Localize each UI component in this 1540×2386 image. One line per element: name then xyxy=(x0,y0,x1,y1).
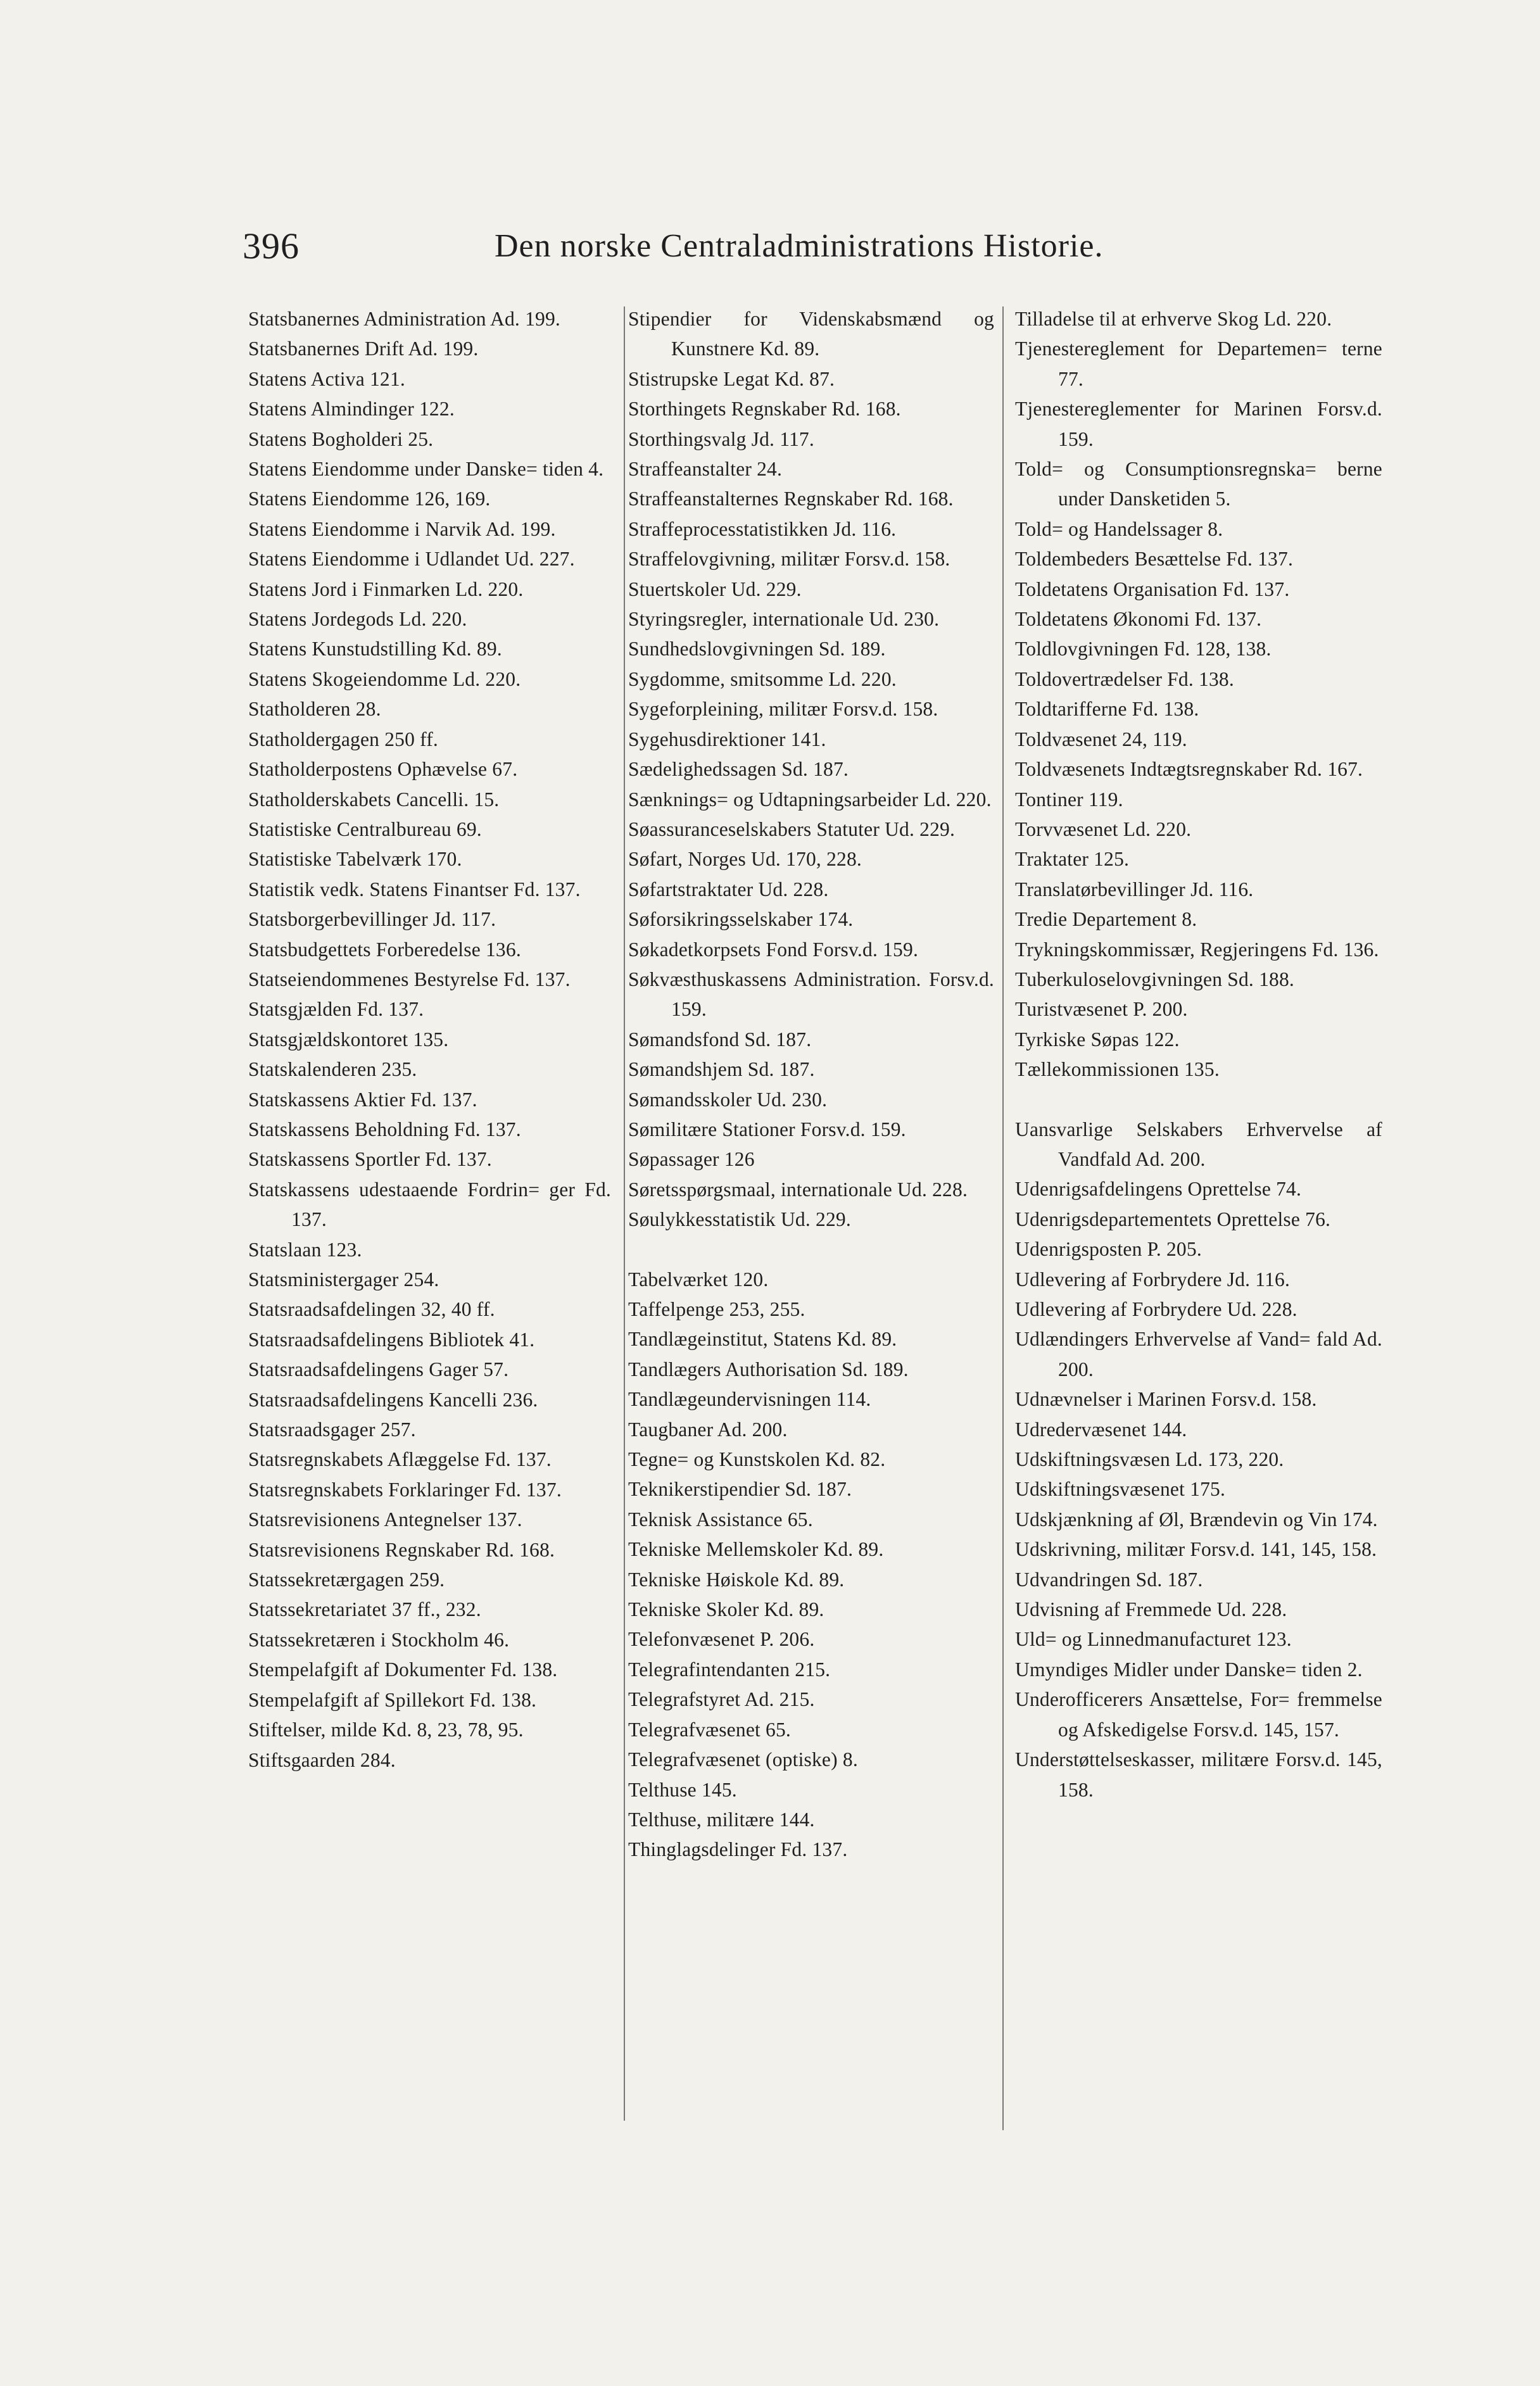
index-entry: Søretsspørgsmaal, internationale Ud. 228. xyxy=(628,1178,968,1201)
index-entry: Statens Eiendomme 126, 169. xyxy=(248,488,491,510)
index-entry: Søpassager 126 xyxy=(628,1148,755,1171)
index-entry: Toldlovgivningen Fd. 128, 138. xyxy=(1015,638,1272,660)
index-entry: Søforsikringsselskaber 174. xyxy=(628,908,854,931)
index-entry: Sygehusdirektioner 141. xyxy=(628,728,826,750)
index-entry: Udredervæsenet 144. xyxy=(1015,1418,1187,1441)
index-entry: Søfartstraktater Ud. 228. xyxy=(628,878,829,900)
index-entry: Statseiendommenes Bestyrelse Fd. 137. xyxy=(248,968,571,990)
index-entry: Statskassens Aktier Fd. 137. xyxy=(248,1088,477,1111)
index-entry: Telthuse, militære 144. xyxy=(628,1808,815,1831)
index-entry: Statens Eiendomme i Udlandet Ud. 227. xyxy=(248,548,575,571)
index-entry: Taffelpenge 253, 255. xyxy=(628,1298,805,1320)
index-entry: Sømilitære Stationer Forsv.d. 159. xyxy=(628,1118,906,1140)
index-entry: Tyrkiske Søpas 122. xyxy=(1015,1028,1180,1051)
index-entry: Understøttelseskasser, militære Forsv.d. 145, 158. xyxy=(1015,1748,1382,1801)
index-entry: Thinglagsdelinger Fd. 137. xyxy=(628,1838,848,1861)
index-entry: Telthuse 145. xyxy=(628,1778,737,1801)
index-entry: Søassuranceselskabers Statuter Ud. 229. xyxy=(628,817,956,840)
index-entry: Statens Almindinger 122. xyxy=(248,398,455,420)
index-column-2 xyxy=(628,304,994,1865)
index-entry: Told= og Consumptionsregnska= berne under Dansketiden 5. xyxy=(1015,458,1382,510)
column-divider xyxy=(624,306,625,2121)
index-entry: Teknisk Assistance 65. xyxy=(628,1508,813,1531)
index-entry: Sygdomme, smitsomme Ld. 220. xyxy=(628,667,897,690)
index-entry: Tjenestereglementer for Marinen Forsv.d. 159. xyxy=(1015,398,1382,450)
index-entry: Stempelafgift af Dokumenter Fd. 138. xyxy=(248,1658,558,1681)
index-entry: Tredie Departement 8. xyxy=(1015,908,1197,931)
index-entry: Udenrigsafdelingens Oprettelse 74. xyxy=(1015,1178,1302,1201)
index-entry: Traktater 125. xyxy=(1015,848,1130,871)
index-entry: Søkvæsthuskassens Administration. Forsv.d. 159. xyxy=(628,968,994,1021)
index-entry: Statsraadsafdelingens Bibliotek 41. xyxy=(248,1328,535,1351)
index-entry: Udskiftningsvæsen Ld. 173, 220. xyxy=(1015,1448,1284,1471)
index-entry: Tandlægeinstitut, Statens Kd. 89. xyxy=(628,1328,897,1351)
index-entry: Taugbaner Ad. 200. xyxy=(628,1418,788,1441)
index-entry: Statsbanernes Drift Ad. 199. xyxy=(248,338,479,360)
index-entry: Udnævnelser i Marinen Forsv.d. 158. xyxy=(1015,1388,1317,1411)
index-entry: Toldvæsenets Indtægtsregnskaber Rd. 167. xyxy=(1015,758,1363,781)
index-entry: Tandlægeundervisningen 114. xyxy=(628,1388,871,1411)
index-entry: Sømandshjem Sd. 187. xyxy=(628,1058,815,1081)
index-entry: Udlændingers Erhvervelse af Vand= fald Ad. 200. xyxy=(1015,1328,1382,1380)
index-entry: Straffelovgivning, militær Forsv.d. 158. xyxy=(628,548,950,571)
index-entry: Statsregnskabets Aflæggelse Fd. 137. xyxy=(248,1448,552,1471)
index-entry: Toldtarifferne Fd. 138. xyxy=(1015,698,1199,721)
index-entry: Statsraadsafdelingens Gager 57. xyxy=(248,1358,509,1381)
index-entry: Statsrevisionens Regnskaber Rd. 168. xyxy=(248,1538,555,1561)
index-entry: Statsraadsgager 257. xyxy=(248,1418,416,1441)
index-entry: Udvandringen Sd. 187. xyxy=(1015,1568,1203,1591)
index-entry: Toldvæsenet 24, 119. xyxy=(1015,728,1187,750)
index-entry: Statholdergagen 250 ff. xyxy=(248,728,439,750)
index-entry: Sømandsskoler Ud. 230. xyxy=(628,1088,828,1111)
index-entry: Udskrivning, militær Forsv.d. 141, 145, 158. xyxy=(1015,1538,1377,1561)
index-entry: Statens Bogholderi 25. xyxy=(248,427,434,450)
index-entry: Statens Eiendomme under Danske= tiden 4. xyxy=(248,458,604,481)
index-entry: Statsborgerbevillinger Jd. 117. xyxy=(248,908,496,931)
index-entry: Statistiske Centralbureau 69. xyxy=(248,817,482,840)
index-entry: Telegrafstyret Ad. 215. xyxy=(628,1688,815,1711)
index-entry: Søkadetkorpsets Fond Forsv.d. 159. xyxy=(628,938,919,961)
page-header xyxy=(243,225,1382,275)
index-entry: Torvvæsenet Ld. 220. xyxy=(1015,817,1192,840)
index-entry: Statistiske Tabelværk 170. xyxy=(248,848,462,871)
index-entry: Statens Jord i Finmarken Ld. 220. xyxy=(248,578,524,600)
index-entry: Storthingsvalg Jd. 117. xyxy=(628,427,814,450)
index-entry: Udskiftningsvæsenet 175. xyxy=(1015,1478,1226,1501)
index-entry: Tjenestereglement for Departemen= terne 77. xyxy=(1015,338,1382,390)
index-entry: Uld= og Linnedmanufacturet 123. xyxy=(1015,1628,1292,1651)
index-entry: Told= og Handelssager 8. xyxy=(1015,517,1223,540)
index-entry: Sygeforpleining, militær Forsv.d. 158. xyxy=(628,698,938,721)
index-entry: Tællekommissionen 135. xyxy=(1015,1058,1220,1081)
index-entry: Teknikerstipendier Sd. 187. xyxy=(628,1478,852,1501)
index-entry: Sædelighedssagen Sd. 187. xyxy=(628,758,849,781)
index-entry: Statsrevisionens Antegnelser 137. xyxy=(248,1508,522,1531)
index-entry: Statens Activa 121. xyxy=(248,367,405,390)
index-entry: Straffeanstalternes Regnskaber Rd. 168. xyxy=(628,488,954,510)
index-entry: Tegne= og Kunstskolen Kd. 82. xyxy=(628,1448,886,1471)
index-entry: Turistvæsenet P. 200. xyxy=(1015,998,1188,1021)
index-entry: Statholderen 28. xyxy=(248,698,381,721)
index-entry: Tekniske Skoler Kd. 89. xyxy=(628,1598,824,1621)
index-entry: Udskjænkning af Øl, Brændevin og Vin 174. xyxy=(1015,1508,1378,1531)
index-entry: Tontiner 119. xyxy=(1015,788,1123,811)
index-entry: Styringsregler, internationale Ud. 230. xyxy=(628,608,940,631)
index-column-3 xyxy=(1015,304,1382,1805)
index-entry: Tekniske Mellemskoler Kd. 89. xyxy=(628,1538,884,1561)
index-entry: Tekniske Høiskole Kd. 89. xyxy=(628,1568,845,1591)
index-entry: Umyndiges Midler under Danske= tiden 2. xyxy=(1015,1658,1363,1681)
index-entry: Udenrigsposten P. 205. xyxy=(1015,1238,1202,1261)
index-entry: Trykningskommissær, Regjeringens Fd. 136. xyxy=(1015,938,1379,961)
index-entry: Statsministergager 254. xyxy=(248,1268,439,1291)
index-entry: Søulykkesstatistik Ud. 229. xyxy=(628,1208,851,1231)
index-entry: Stipendier for Videnskabsmænd og Kunstnere Kd. 89. xyxy=(628,308,994,360)
index-entry: Statens Jordegods Ld. 220. xyxy=(248,608,467,631)
index-entry: Statssekretariatet 37 ff., 232. xyxy=(248,1598,481,1621)
index-entry: Toldetatens Organisation Fd. 137. xyxy=(1015,578,1290,600)
index-entry: Sundhedslovgivningen Sd. 189. xyxy=(628,638,886,660)
index-entry: Statskassens udestaaende Fordrin= ger Fd. 137. xyxy=(248,1178,611,1231)
index-entry: Statsregnskabets Forklaringer Fd. 137. xyxy=(248,1478,562,1501)
index-entry: Tandlægers Authorisation Sd. 189. xyxy=(628,1358,909,1380)
index-entry: Stiftsgaarden 284. xyxy=(248,1748,396,1771)
index-entry: Statens Eiendomme i Narvik Ad. 199. xyxy=(248,517,556,540)
running-title: Den norske Centraladministrations Historie. xyxy=(495,228,1104,264)
index-entry: Statholderpostens Ophævelse 67. xyxy=(248,758,518,781)
index-entry: Toldembeders Besættelse Fd. 137. xyxy=(1015,548,1294,571)
index-entry: Stuertskoler Ud. 229. xyxy=(628,578,802,600)
index-entry: Udlevering af Forbrydere Ud. 228. xyxy=(1015,1298,1297,1320)
index-entry: Statsbanernes Administration Ad. 199. xyxy=(248,308,560,330)
index-entry: Sømandsfond Sd. 187. xyxy=(628,1028,812,1051)
index-entry: Statssekretærgagen 259. xyxy=(248,1569,445,1591)
index-entry: Statsgjældskontoret 135. xyxy=(248,1028,449,1051)
index-column-1 xyxy=(248,304,611,1775)
index-entry: Statistik vedk. Statens Finantser Fd. 137. xyxy=(248,878,581,900)
index-entry: Tuberkuloselovgivningen Sd. 188. xyxy=(1015,968,1295,990)
index-entry: Toldetatens Økonomi Fd. 137. xyxy=(1015,608,1262,631)
index-entry: Statssekretæren i Stockholm 46. xyxy=(248,1628,510,1651)
index-entry: Translatørbevillinger Jd. 116. xyxy=(1015,878,1254,900)
index-entry: Underofficerers Ansættelse, For= fremmelse og Afskedigelse Forsv.d. 145, 157. xyxy=(1015,1688,1382,1741)
index-entry: Statens Kunstudstilling Kd. 89. xyxy=(248,638,502,660)
index-entry: Telegrafvæsenet 65. xyxy=(628,1718,791,1741)
index-entry: Statsbudgettets Forberedelse 136. xyxy=(248,938,521,961)
index-entry: Stempelafgift af Spillekort Fd. 138. xyxy=(248,1688,537,1711)
index-entry: Statens Skogeiendomme Ld. 220. xyxy=(248,667,521,690)
index-entry: Stiftelser, milde Kd. 8, 23, 78, 95. xyxy=(248,1719,524,1741)
index-entry: Tilladelse til at erhverve Skog Ld. 220. xyxy=(1015,308,1332,330)
index-entry: Statholderskabets Cancelli. 15. xyxy=(248,788,500,811)
column-divider xyxy=(1002,306,1004,2130)
index-entry: Udlevering af Forbrydere Jd. 116. xyxy=(1015,1268,1291,1291)
index-entry: Telefonvæsenet P. 206. xyxy=(628,1628,815,1651)
index-entry: Søfart, Norges Ud. 170, 228. xyxy=(628,848,862,871)
index-entry: Tabelværket 120. xyxy=(628,1268,769,1291)
index-entry: Udvisning af Fremmede Ud. 228. xyxy=(1015,1598,1287,1621)
index-entry: Sænknings= og Udtapningsarbeider Ld. 220. xyxy=(628,788,992,811)
index-entry: Storthingets Regnskaber Rd. 168. xyxy=(628,398,901,420)
index-entry: Straffeprocesstatistikken Jd. 116. xyxy=(628,517,897,540)
index-entry: Statsgjælden Fd. 137. xyxy=(248,998,424,1021)
index-entry: Statslaan 123. xyxy=(248,1238,362,1261)
index-entry: Statskassens Sportler Fd. 137. xyxy=(248,1148,492,1171)
index-entry: Statsraadsafdelingens Kancelli 236. xyxy=(248,1388,538,1411)
index-entry: Statskalenderen 235. xyxy=(248,1058,417,1081)
index-entry: Straffeanstalter 24. xyxy=(628,458,783,481)
index-entry: Stistrupske Legat Kd. 87. xyxy=(628,367,835,390)
page-number: 396 xyxy=(243,225,300,267)
index-entry: Telegrafintendanten 215. xyxy=(628,1658,831,1681)
index-entry: Udenrigsdepartementets Oprettelse 76. xyxy=(1015,1208,1331,1230)
index-entry: Uansvarlige Selskabers Erhvervelse af Vandfald Ad. 200. xyxy=(1015,1118,1382,1170)
index-entry: Statskassens Beholdning Fd. 137. xyxy=(248,1118,521,1140)
index-entry: Telegrafvæsenet (optiske) 8. xyxy=(628,1748,858,1771)
index-entry: Statsraadsafdelingen 32, 40 ff. xyxy=(248,1298,495,1321)
index-entry: Toldovertrædelser Fd. 138. xyxy=(1015,667,1234,690)
